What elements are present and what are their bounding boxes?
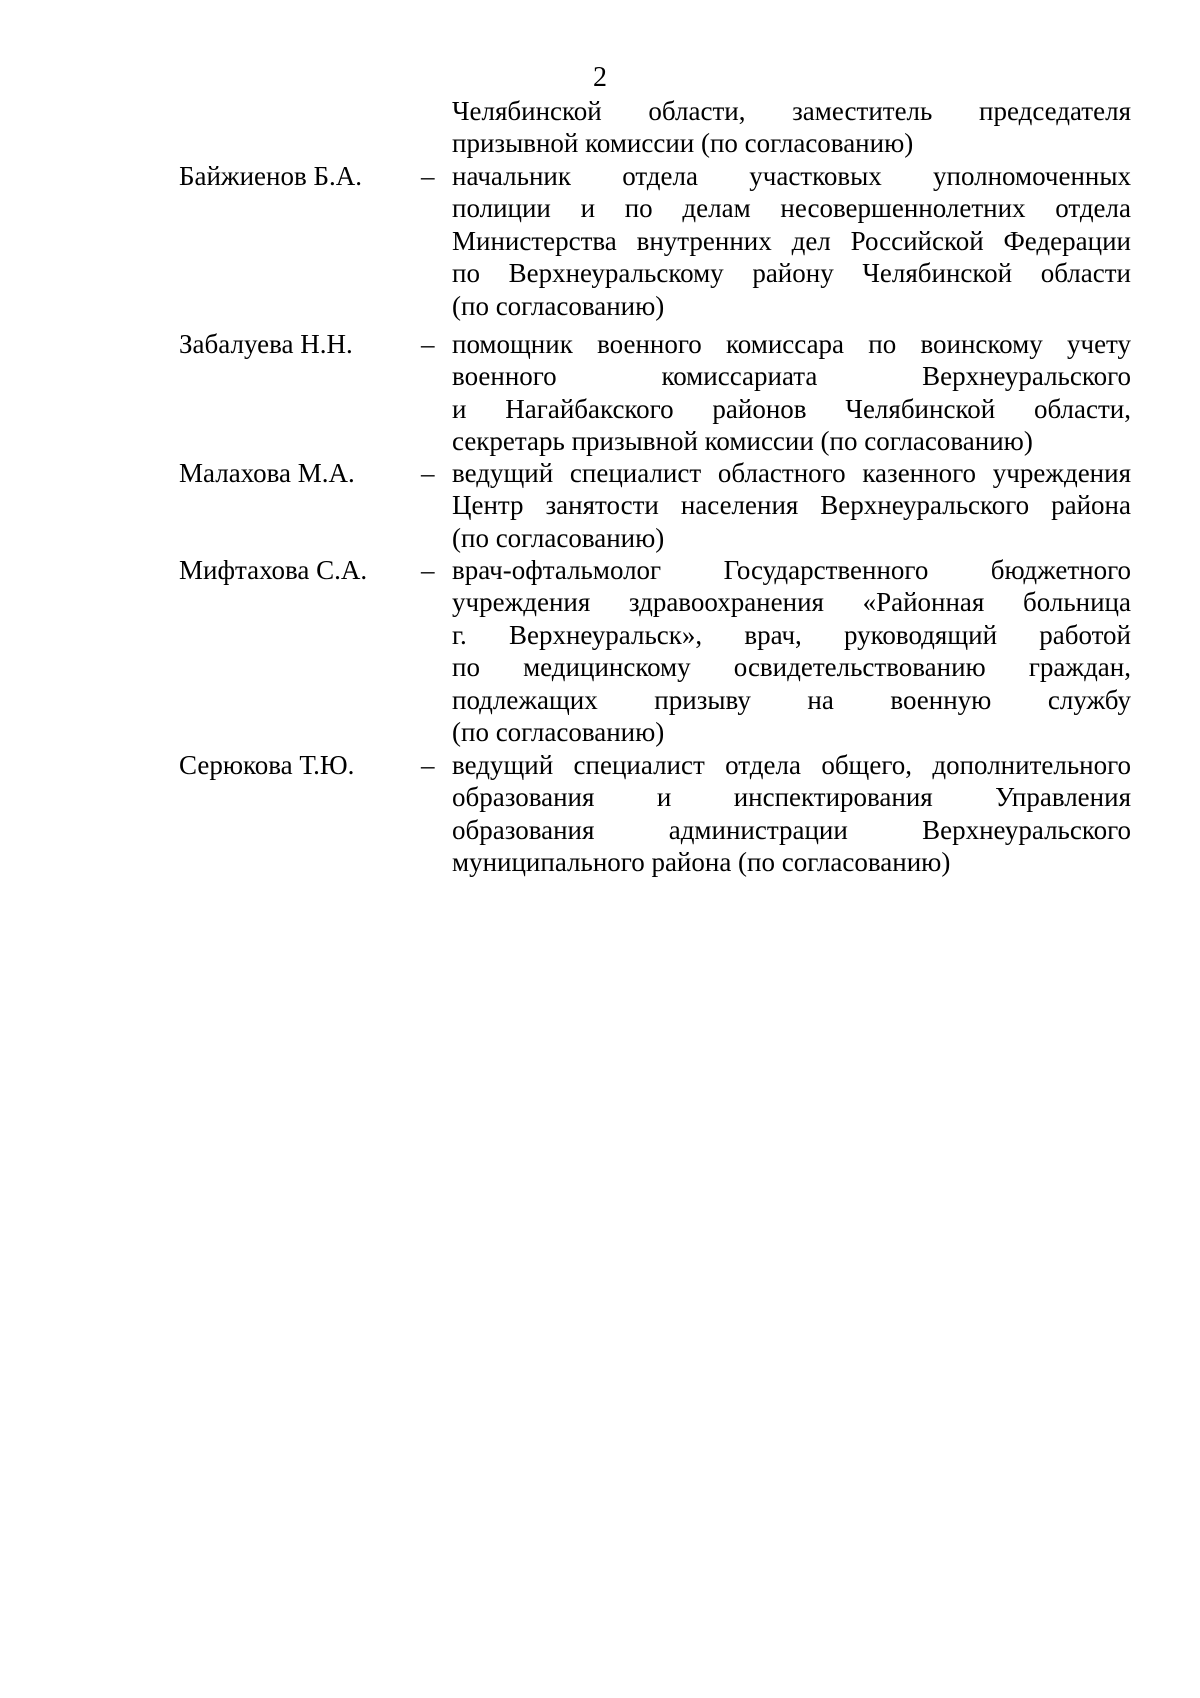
description-line: подлежащих призыву на военную службу (452, 684, 1131, 715)
entry-dash: – (421, 555, 435, 585)
entry-description (452, 160, 1131, 322)
description-line: помощник военного комиссара по воинскому учету (452, 329, 1131, 359)
description-line: (по согласованию) (452, 716, 665, 747)
entry-description (452, 95, 1131, 160)
member-name: Мифтахова С.А. (179, 555, 368, 585)
description-line: Центр занятости населения Верхнеуральского района (452, 490, 1131, 521)
description-line: полиции и по делам несовершеннолетних отдела (452, 193, 1131, 224)
entry-description (452, 457, 1131, 554)
description-line: секретарь призывной комиссии (по согласованию) (452, 426, 1033, 457)
entry-dash: – (421, 458, 435, 488)
entry-description (452, 554, 1131, 748)
description-line: ведущий специалист отдела общего, дополнительного (452, 750, 1131, 780)
entry-description (452, 328, 1131, 458)
member-name: Забалуева Н.Н. (179, 329, 353, 359)
description-line: Челябинской области, заместитель председателя (452, 96, 1131, 126)
description-line: ведущий специалист областного казенного учреждения (452, 458, 1131, 488)
description-line: врач-офтальмолог Государственного бюджетного (452, 555, 1131, 585)
description-line: по Верхнеуральскому району Челябинской области (452, 258, 1131, 289)
description-line: призывной комиссии (по согласованию) (452, 128, 914, 159)
description-line: муниципального района (по согласованию) (452, 847, 951, 878)
description-line: образования администрации Верхнеуральского (452, 814, 1131, 845)
member-name: Серюкова Т.Ю. (179, 750, 355, 780)
entry-dash: – (421, 161, 435, 191)
description-line: образования и инспектирования Управления (452, 782, 1131, 813)
entry-description (452, 749, 1131, 879)
page-number: 2 (593, 62, 607, 93)
description-line: Министерства внутренних дел Российской Федерации (452, 225, 1131, 256)
description-line: (по согласованию) (452, 522, 665, 553)
description-line: военного комиссариата Верхнеуральского (452, 361, 1131, 392)
member-name: Байжиенов Б.А. (179, 161, 362, 191)
entry-dash: – (421, 750, 435, 780)
member-name: Малахова М.А. (179, 458, 355, 488)
description-line: начальник отдела участковых уполномоченных (452, 161, 1131, 191)
description-line: учреждения здравоохранения «Районная больница (452, 587, 1131, 618)
description-line: г. Верхнеуральск», врач, руководящий работой (452, 619, 1131, 650)
entry-dash: – (421, 329, 435, 359)
description-line: и Нагайбакского районов Челябинской области, (452, 393, 1131, 424)
description-line: по медицинскому освидетельствованию граждан, (452, 652, 1131, 683)
description-line: (по согласованию) (452, 290, 665, 321)
